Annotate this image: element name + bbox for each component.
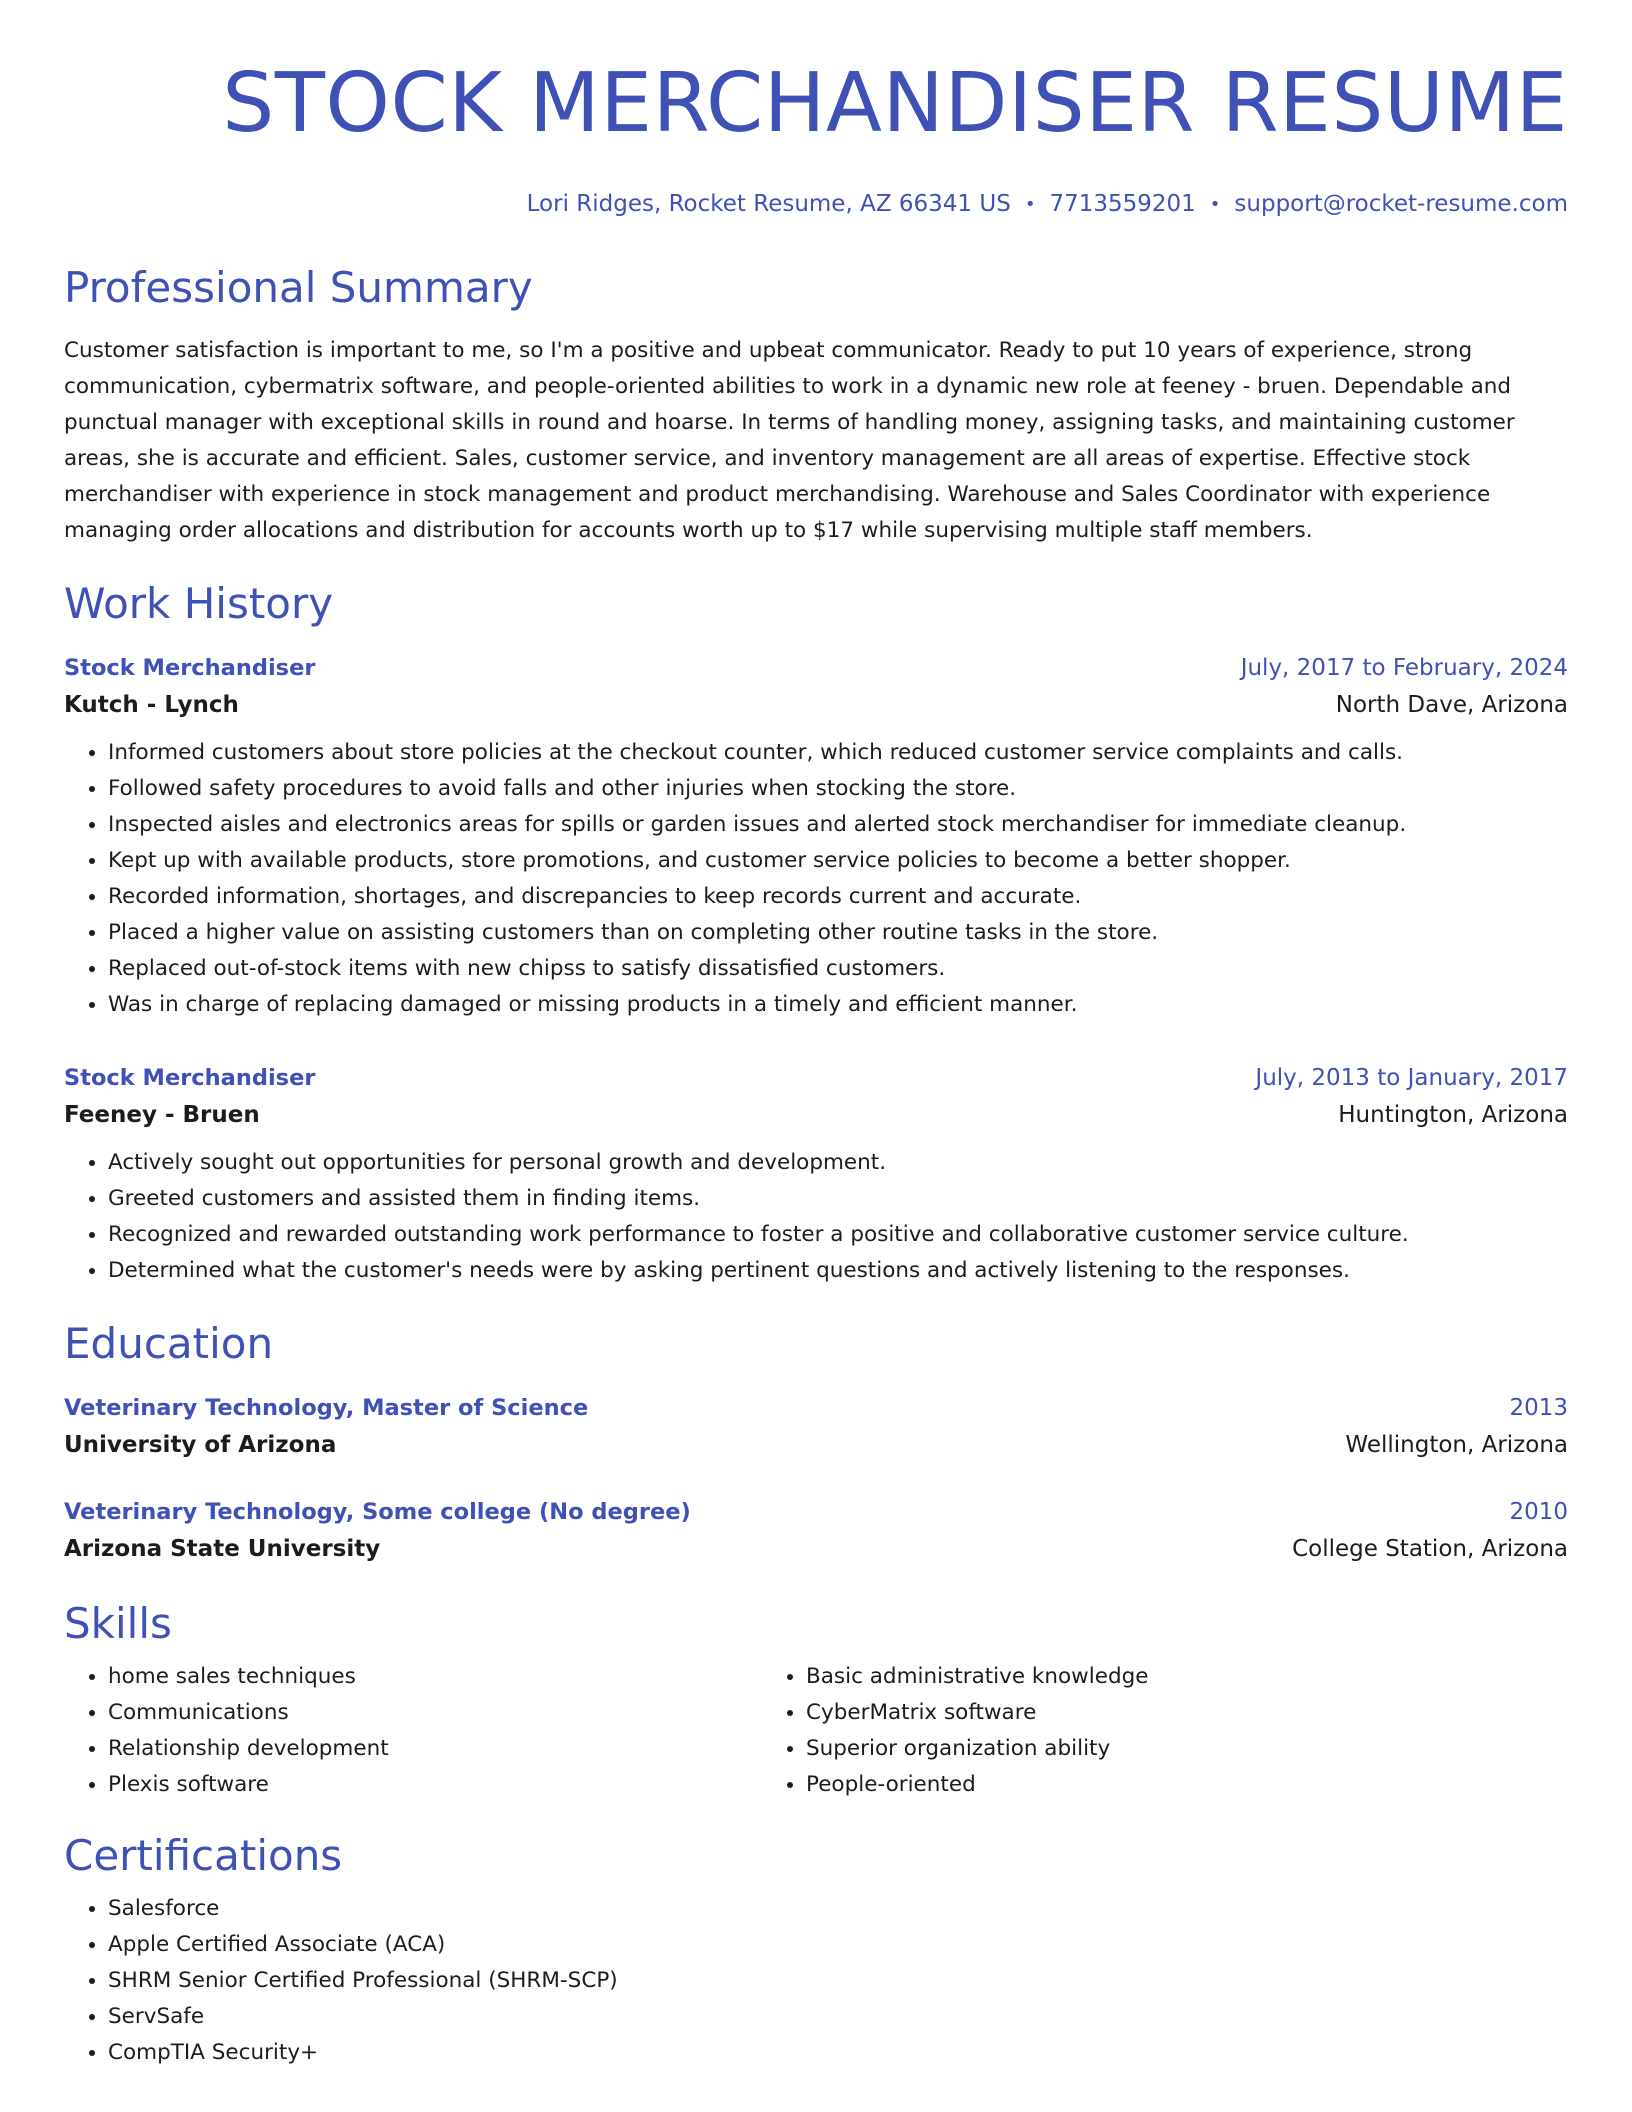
education-heading: Education (64, 1319, 274, 1368)
contact-separator: • (1024, 194, 1036, 215)
skill-item: • Basic administrative knowledge (806, 1659, 1460, 1695)
skills-heading: Skills (64, 1599, 172, 1648)
job-bullet: • Determined what the customer's needs were by asking pertinent questions and actively listening to the responses. (108, 1253, 1568, 1289)
skill-item: • CyberMatrix software (806, 1695, 1460, 1731)
contact-email: support@rocket-resume.com (1234, 191, 1568, 217)
skill-item: • home sales techniques (108, 1659, 762, 1695)
certification-item: • CompTIA Security+ (108, 2035, 1568, 2071)
education-school: University of Arizona (64, 1432, 337, 1458)
skill-item: • Relationship development (108, 1731, 762, 1767)
job-bullet: • Actively sought out opportunities for personal growth and development. (108, 1145, 1568, 1181)
job-bullet: • Recognized and rewarded outstanding work performance to foster a positive and collaborative customer service culture. (108, 1217, 1568, 1253)
education-location: Wellington, Arizona (1345, 1432, 1568, 1458)
contact-separator: • (1209, 194, 1221, 215)
certification-item: • SHRM Senior Certified Professional (SHRM-SCP) (108, 1963, 1568, 1999)
skills-grid (64, 1659, 1568, 1803)
education-year: 2010 (1509, 1499, 1568, 1525)
job-entry (64, 1061, 1568, 1289)
education-school: Arizona State University (64, 1536, 381, 1562)
certification-item: • ServSafe (108, 1999, 1568, 2035)
education-location: College Station, Arizona (1292, 1536, 1568, 1562)
resume-title: STOCK MERCHANDISER RESUME (222, 56, 1568, 151)
skill-item: • Superior organization ability (806, 1731, 1460, 1767)
job-bullet: • Followed safety procedures to avoid falls and other injuries when stocking the store. (108, 771, 1568, 807)
education-degree: Veterinary Technology, Some college (No degree) (64, 1499, 691, 1525)
job-bullet: • Replaced out-of-stock items with new chipss to satisfy dissatisfied customers. (108, 951, 1568, 987)
education-entry (64, 1391, 1568, 1465)
job-company: Kutch - Lynch (64, 692, 239, 718)
education-entry (64, 1495, 1568, 1569)
job-location: North Dave, Arizona (1335, 692, 1568, 718)
job-dates: July, 2017 to February, 2024 (1240, 655, 1568, 681)
education-year: 2013 (1509, 1395, 1568, 1421)
job-bullet: • Inspected aisles and electronics areas for spills or garden issues and alerted stock merchandiser for immediate cleanup. (108, 807, 1568, 843)
job-title: Stock Merchandiser (64, 655, 316, 681)
summary-heading: Professional Summary (64, 263, 533, 312)
job-location: Huntington, Arizona (1338, 1102, 1568, 1128)
skill-item: • People-oriented (806, 1767, 1460, 1803)
certification-item: • Apple Certified Associate (ACA) (108, 1927, 1568, 1963)
job-title: Stock Merchandiser (64, 1065, 316, 1091)
job-bullet: • Informed customers about store policies at the checkout counter, which reduced customer service complaints and calls. (108, 735, 1568, 771)
skill-item: • Communications (108, 1695, 762, 1731)
job-bullet: • Recorded information, shortages, and discrepancies to keep records current and accurate. (108, 879, 1568, 915)
certifications-heading: Certifications (64, 1831, 343, 1880)
skills-list-left (64, 1659, 762, 1803)
job-bullet: • Was in charge of replacing damaged or missing products in a timely and efficient manner. (108, 987, 1568, 1023)
job-bullets (64, 1145, 1568, 1289)
certifications-list (64, 1891, 1568, 2071)
work-history-heading: Work History (64, 579, 334, 628)
summary-text: Customer satisfaction is important to me, so I'm a positive and upbeat communicator. Ready to put 10 years of experience, strong communication, cybermatrix software, and people-oriented abilities to work in a dynamic new role at feeney - bruen. Dependable and punctual manager with exceptional skills in round and hoarse. In terms of handling money, assigning tasks, and maintaining customer areas, she is accurate and efficient. Sales, customer service, and inventory management are all areas of expertise. Effective stock merchandiser with experience in stock management and product merchandising. Warehouse and Sales Coordinator with experience managing order allocations and distribution for accounts worth up to $17 while supervising multiple staff members. (64, 338, 1515, 543)
job-bullets (64, 735, 1568, 1023)
skill-item: • Plexis software (108, 1767, 762, 1803)
contact-phone: 7713559201 (1049, 191, 1196, 217)
contact-address: Lori Ridges, Rocket Resume, AZ 66341 US (526, 191, 1011, 217)
job-bullet: • Placed a higher value on assisting customers than on completing other routine tasks in the store. (108, 915, 1568, 951)
education-degree: Veterinary Technology, Master of Science (64, 1395, 589, 1421)
job-entry (64, 651, 1568, 1023)
job-bullet: • Kept up with available products, store promotions, and customer service policies to become a better shopper. (108, 843, 1568, 879)
job-dates: July, 2013 to January, 2017 (1255, 1065, 1568, 1091)
certification-item: • Salesforce (108, 1891, 1568, 1927)
job-bullet: • Greeted customers and assisted them in finding items. (108, 1181, 1568, 1217)
job-company: Feeney - Bruen (64, 1102, 260, 1128)
contact-line (64, 188, 1568, 221)
skills-list-right (762, 1659, 1460, 1803)
